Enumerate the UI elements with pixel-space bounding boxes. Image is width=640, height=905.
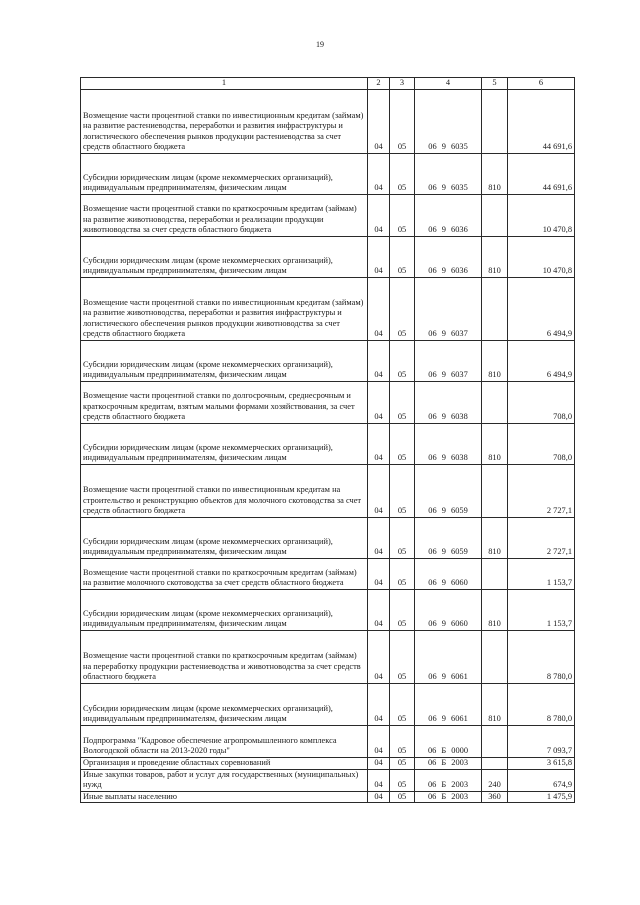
- amount-cell: 44 691,6: [508, 154, 575, 195]
- row-name-cell: Организация и проведение областных соревнований: [81, 758, 368, 770]
- row-name-cell: Возмещение части процентной ставки по краткосрочным кредитам (займам) на развитие молочного скотоводства за счет средств областного бюджета: [81, 559, 368, 590]
- section-code-cell: 04: [368, 465, 390, 518]
- table-row: [81, 590, 575, 631]
- row-name-cell: Субсидии юридическим лицам (кроме некоммерческих организаций), индивидуальным предпринимателям, физическим лицам: [81, 154, 368, 195]
- table-row: [81, 559, 575, 590]
- table-header-row: [81, 78, 575, 90]
- target-article-cell: 06 Б 2003: [415, 769, 482, 791]
- section-code-cell: 04: [368, 518, 390, 559]
- amount-cell: 6 494,9: [508, 341, 575, 382]
- table-row: [81, 518, 575, 559]
- row-name-cell: Субсидии юридическим лицам (кроме некоммерческих организаций), индивидуальным предпринимателям, физическим лицам: [81, 341, 368, 382]
- table-row: [81, 90, 575, 154]
- expense-type-cell: 810: [482, 590, 508, 631]
- expense-type-cell: 810: [482, 237, 508, 278]
- amount-cell: 44 691,6: [508, 90, 575, 154]
- target-article-cell: 06 9 6061: [415, 684, 482, 726]
- target-article-cell: 06 9 6038: [415, 382, 482, 424]
- section-code-cell: 04: [368, 341, 390, 382]
- expense-type-cell: [482, 278, 508, 341]
- row-name-cell: Субсидии юридическим лицам (кроме некоммерческих организаций), индивидуальным предпринимателям, физическим лицам: [81, 590, 368, 631]
- expense-type-cell: 810: [482, 424, 508, 465]
- amount-cell: 8 780,0: [508, 684, 575, 726]
- expense-type-cell: 810: [482, 154, 508, 195]
- table-row: [81, 684, 575, 726]
- amount-cell: 1 153,7: [508, 559, 575, 590]
- expense-type-cell: 360: [482, 791, 508, 803]
- row-name-cell: Субсидии юридическим лицам (кроме некоммерческих организаций), индивидуальным предпринимателям, физическим лицам: [81, 518, 368, 559]
- section-code-cell: 04: [368, 424, 390, 465]
- table-row: [81, 726, 575, 758]
- subsection-code-cell: 05: [390, 341, 415, 382]
- target-article-cell: 06 9 6037: [415, 341, 482, 382]
- section-code-cell: 04: [368, 684, 390, 726]
- subsection-code-cell: 05: [390, 590, 415, 631]
- section-code-cell: 04: [368, 278, 390, 341]
- subsection-code-cell: 05: [390, 424, 415, 465]
- expense-type-cell: [482, 758, 508, 770]
- target-article-cell: 06 Б 2003: [415, 758, 482, 770]
- row-name-cell: Возмещение части процентной ставки по инвестиционным кредитам (займам) на развитие растениеводства, переработки и развития инфраструктуры и логистического обеспечения рынков продукции растениеводства за счет средств областного бюджета: [81, 90, 368, 154]
- target-article-cell: 06 9 6061: [415, 631, 482, 684]
- row-name-cell: Возмещение части процентной ставки по долгосрочным, среднесрочным и краткосрочным кредитам, взятым малыми формами хозяйствования, за счет средств областного бюджета: [81, 382, 368, 424]
- subsection-code-cell: 05: [390, 726, 415, 758]
- target-article-cell: 06 9 6035: [415, 90, 482, 154]
- section-code-cell: 04: [368, 237, 390, 278]
- row-name-cell: Возмещение части процентной ставки по краткосрочным кредитам (займам) на развитие животноводства, переработки и реализации продукции животноводства за счет средств областного бюджета: [81, 195, 368, 237]
- expense-type-cell: 810: [482, 684, 508, 726]
- column-header: 5: [482, 78, 508, 90]
- row-name-cell: Возмещение части процентной ставки по инвестиционным кредитам (займам) на развитие животноводства, переработки и развития инфраструктуры и логистического обеспечения рынков продукции животноводства за счет средств областного бюджета: [81, 278, 368, 341]
- section-code-cell: 04: [368, 758, 390, 770]
- section-code-cell: 04: [368, 769, 390, 791]
- expense-type-cell: [482, 382, 508, 424]
- subsection-code-cell: 05: [390, 769, 415, 791]
- page-number: 19: [316, 40, 324, 49]
- table-row: [81, 769, 575, 791]
- amount-cell: 1 153,7: [508, 590, 575, 631]
- table-row: [81, 465, 575, 518]
- subsection-code-cell: 05: [390, 631, 415, 684]
- table-row: [81, 154, 575, 195]
- amount-cell: 708,0: [508, 382, 575, 424]
- table-row: [81, 791, 575, 803]
- subsection-code-cell: 05: [390, 195, 415, 237]
- amount-cell: 708,0: [508, 424, 575, 465]
- table-row: [81, 341, 575, 382]
- amount-cell: 6 494,9: [508, 278, 575, 341]
- section-code-cell: 04: [368, 726, 390, 758]
- expense-type-cell: [482, 631, 508, 684]
- expense-type-cell: [482, 559, 508, 590]
- row-name-cell: Возмещение части процентной ставки по инвестиционным кредитам на строительство и реконструкцию объектов для молочного скотоводства за счет средств областного бюджета: [81, 465, 368, 518]
- expense-type-cell: 810: [482, 341, 508, 382]
- target-article-cell: 06 9 6060: [415, 590, 482, 631]
- subsection-code-cell: 05: [390, 791, 415, 803]
- column-header: 4: [415, 78, 482, 90]
- amount-cell: 1 475,9: [508, 791, 575, 803]
- target-article-cell: 06 9 6038: [415, 424, 482, 465]
- section-code-cell: 04: [368, 631, 390, 684]
- amount-cell: 7 093,7: [508, 726, 575, 758]
- section-code-cell: 04: [368, 154, 390, 195]
- expense-type-cell: [482, 465, 508, 518]
- subsection-code-cell: 05: [390, 465, 415, 518]
- subsection-code-cell: 05: [390, 90, 415, 154]
- target-article-cell: 06 9 6059: [415, 518, 482, 559]
- amount-cell: 10 470,8: [508, 195, 575, 237]
- row-name-cell: Подпрограмма "Кадровое обеспечение агропромышленного комплекса Вологодской области на 2013-2020 годы": [81, 726, 368, 758]
- target-article-cell: 06 Б 2003: [415, 791, 482, 803]
- section-code-cell: 04: [368, 90, 390, 154]
- column-header: 6: [508, 78, 575, 90]
- subsection-code-cell: 05: [390, 237, 415, 278]
- subsection-code-cell: 05: [390, 559, 415, 590]
- amount-cell: 2 727,1: [508, 465, 575, 518]
- expense-type-cell: 240: [482, 769, 508, 791]
- row-name-cell: Субсидии юридическим лицам (кроме некоммерческих организаций), индивидуальным предпринимателям, физическим лицам: [81, 424, 368, 465]
- target-article-cell: 06 9 6036: [415, 237, 482, 278]
- target-article-cell: 06 Б 0000: [415, 726, 482, 758]
- table-row: [81, 195, 575, 237]
- row-name-cell: Возмещение части процентной ставки по краткосрочным кредитам (займам) на переработку продукции растениеводства и животноводства за счет средств областного бюджета: [81, 631, 368, 684]
- column-header: 2: [368, 78, 390, 90]
- section-code-cell: 04: [368, 590, 390, 631]
- section-code-cell: 04: [368, 382, 390, 424]
- target-article-cell: 06 9 6035: [415, 154, 482, 195]
- amount-cell: 10 470,8: [508, 237, 575, 278]
- budget-table: [80, 77, 575, 803]
- row-name-cell: Субсидии юридическим лицам (кроме некоммерческих организаций), индивидуальным предпринимателям, физическим лицам: [81, 237, 368, 278]
- subsection-code-cell: 05: [390, 758, 415, 770]
- table-row: [81, 237, 575, 278]
- expense-type-cell: [482, 726, 508, 758]
- table-row: [81, 631, 575, 684]
- table-row: [81, 382, 575, 424]
- section-code-cell: 04: [368, 791, 390, 803]
- amount-cell: 3 615,8: [508, 758, 575, 770]
- target-article-cell: 06 9 6036: [415, 195, 482, 237]
- subsection-code-cell: 05: [390, 518, 415, 559]
- column-header: 1: [81, 78, 368, 90]
- subsection-code-cell: 05: [390, 382, 415, 424]
- amount-cell: 674,9: [508, 769, 575, 791]
- target-article-cell: 06 9 6037: [415, 278, 482, 341]
- expense-type-cell: 810: [482, 518, 508, 559]
- expense-type-cell: [482, 195, 508, 237]
- table-row: [81, 278, 575, 341]
- table-row: [81, 424, 575, 465]
- row-name-cell: Иные закупки товаров, работ и услуг для государственных (муниципальных) нужд: [81, 769, 368, 791]
- target-article-cell: 06 9 6060: [415, 559, 482, 590]
- subsection-code-cell: 05: [390, 684, 415, 726]
- table-row: [81, 758, 575, 770]
- row-name-cell: Субсидии юридическим лицам (кроме некоммерческих организаций), индивидуальным предпринимателям, физическим лицам: [81, 684, 368, 726]
- section-code-cell: 04: [368, 559, 390, 590]
- target-article-cell: 06 9 6059: [415, 465, 482, 518]
- subsection-code-cell: 05: [390, 278, 415, 341]
- subsection-code-cell: 05: [390, 154, 415, 195]
- amount-cell: 8 780,0: [508, 631, 575, 684]
- row-name-cell: Иные выплаты населению: [81, 791, 368, 803]
- column-header: 3: [390, 78, 415, 90]
- section-code-cell: 04: [368, 195, 390, 237]
- amount-cell: 2 727,1: [508, 518, 575, 559]
- expense-type-cell: [482, 90, 508, 154]
